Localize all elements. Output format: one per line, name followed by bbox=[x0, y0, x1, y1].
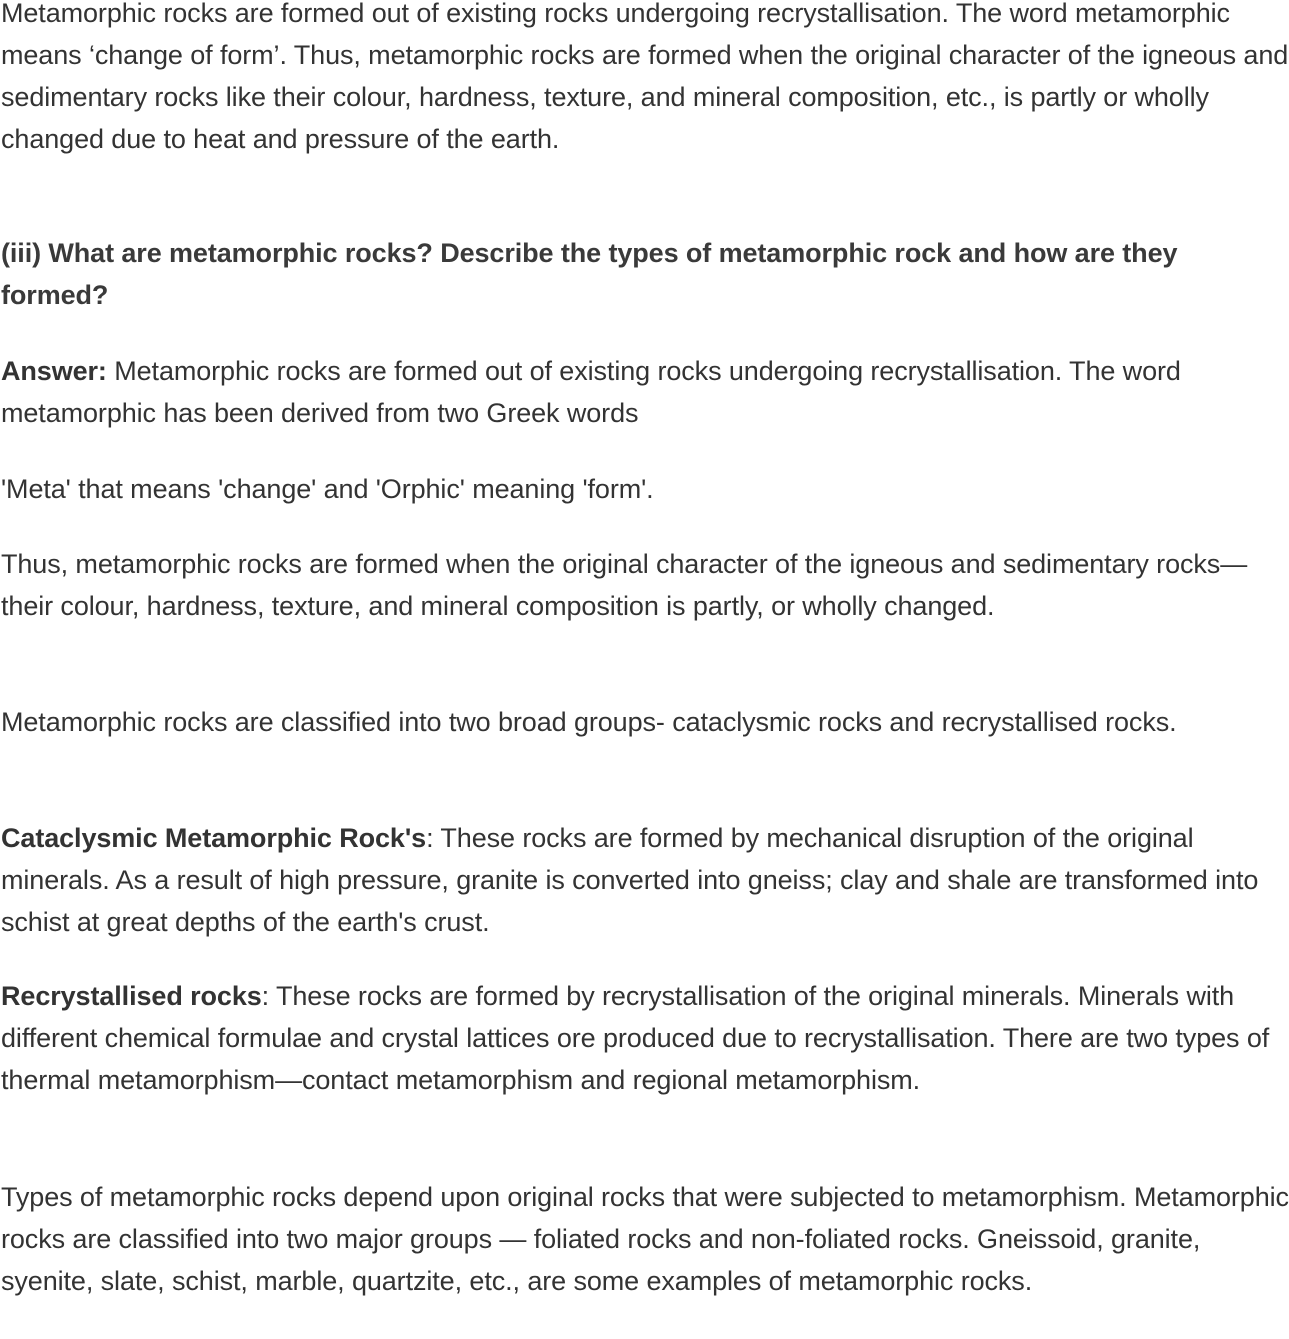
cataclysmic-paragraph bbox=[1, 817, 1286, 943]
recrystallised-paragraph bbox=[1, 975, 1286, 1101]
thus-paragraph: Thus, metamorphic rocks are formed when the original character of the igneous and sedimentary rocks—their colour, hardness, texture, and mineral composition is partly, or wholly changed. bbox=[1, 549, 1248, 621]
classification-paragraph: Metamorphic rocks are classified into two broad groups- cataclysmic rocks and recrystallised rocks. bbox=[1, 707, 1177, 737]
types-paragraph: Types of metamorphic rocks depend upon original rocks that were subjected to metamorphism. Metamorphic rocks are classified into two major groups — foliated rocks and non-foliated rocks. Gneissoid, granite, syenite, slate, schist, marble, quartzite, etc., are some examples of metamorphic rocks. bbox=[1, 1182, 1289, 1296]
intro-paragraph: Metamorphic rocks are formed out of existing rocks undergoing recrystallisation. The word metamorphic means ‘change of form’. Thus, metamorphic rocks are formed when the original character of the igneous and sedimentary rocks like their colour, hardness, texture, and mineral composition, etc., is partly or wholly changed due to heat and pressure of the earth. bbox=[1, 0, 1289, 154]
cataclysmic-label: Cataclysmic Metamorphic Rock's bbox=[1, 823, 427, 853]
recrystallised-text: : These rocks are formed by recrystallisation of the original minerals. Minerals with different chemical formulae and crystal lattices ore produced due to recrystallisation. There are two types of thermal metamorphism—contact metamorphism and regional metamorphism. bbox=[1, 981, 1270, 1095]
question-heading: (iii) What are metamorphic rocks? Describe the types of metamorphic rock and how are they formed? bbox=[1, 238, 1178, 310]
answer-label: Answer: bbox=[1, 356, 107, 386]
greek-words-paragraph: 'Meta' that means 'change' and 'Orphic' meaning 'form'. bbox=[1, 474, 654, 504]
answer-text: Metamorphic rocks are formed out of existing rocks undergoing recrystallisation. The word metamorphic has been derived from two Greek words bbox=[1, 356, 1181, 428]
recrystallised-label: Recrystallised rocks bbox=[1, 981, 262, 1011]
answer-paragraph bbox=[1, 350, 1286, 434]
cataclysmic-text: : These rocks are formed by mechanical disruption of the original minerals. As a result of high pressure, granite is converted into gneiss; clay and shale are transformed into schist at great depths of the earth's crust. bbox=[1, 823, 1259, 937]
